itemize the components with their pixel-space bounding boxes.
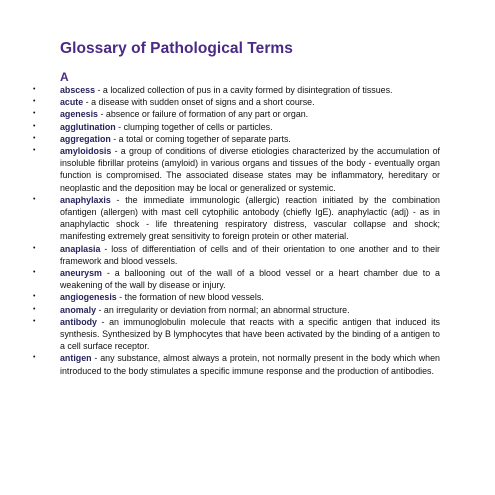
glossary-term: anaplasia bbox=[60, 243, 101, 254]
glossary-entry bbox=[33, 291, 440, 303]
glossary-entry bbox=[33, 121, 440, 133]
glossary-definition: - clumping together of cells or particles. bbox=[115, 121, 273, 132]
bullet-icon: • bbox=[33, 354, 36, 362]
glossary-entry bbox=[33, 108, 440, 120]
glossary-term: angiogenesis bbox=[60, 292, 117, 303]
glossary-term: acute bbox=[60, 97, 84, 108]
glossary-definition: - an irregularity or deviation from normal; an abnormal structure. bbox=[96, 304, 350, 315]
glossary-entry bbox=[33, 316, 440, 353]
glossary-definition: - loss of differentiation of cells and of their orientation to one another and to their framework and blood vessels. bbox=[60, 243, 440, 266]
bullet-icon: • bbox=[33, 305, 36, 313]
glossary-entry bbox=[33, 267, 440, 291]
glossary-term: aggregation bbox=[60, 133, 111, 144]
bullet-icon: • bbox=[33, 244, 36, 252]
glossary-list bbox=[33, 84, 440, 377]
glossary-term: agglutination bbox=[60, 121, 116, 132]
glossary-term: amyloidosis bbox=[60, 146, 112, 157]
glossary-term: antibody bbox=[60, 316, 97, 327]
glossary-term: aneurysm bbox=[60, 268, 102, 279]
glossary-entry bbox=[33, 352, 440, 376]
glossary-definition: - any substance, almost always a protein, not normally present in the body which when introduced to the body stimulates a specific immune response and the production of antibodies. bbox=[60, 353, 440, 376]
glossary-definition: - a group of conditions of diverse etiologies characterized by the accumulation of insoluble fibrillar proteins (amyloid) in various organs and tissues of the body - eventually organ function is compromised. The associated disease states may be inflammatory, hereditary or neoplastic and the deposition may be local or generalized or systemic. bbox=[60, 146, 440, 193]
glossary-entry bbox=[33, 145, 440, 194]
section-heading-a: A bbox=[60, 70, 69, 84]
page-title: Glossary of Pathological Terms bbox=[60, 40, 293, 57]
glossary-definition: - the formation of new blood vessels. bbox=[116, 292, 264, 303]
glossary-term: anomaly bbox=[60, 304, 97, 315]
glossary-definition: - the immediate immunologic (allergic) reaction initiated by the combination ofantigen (allergen) with mast cell cytophilic antobody (chiefly IgE). anaphylactic (adj) - as in anaphylactic shock - life threatening respiratory distress, vascular collapse and shock; manifesting extremely great sensitivity to foreign protein or other material. bbox=[60, 194, 440, 242]
bullet-icon: • bbox=[33, 134, 36, 142]
bullet-icon: • bbox=[33, 147, 36, 155]
glossary-definition: - an immunoglobulin molecule that reacts with a specific antigen that induced its synthesis. Synthesized by B lymphocytes that have been activated by the binding of a antigen to a cell surface receptor. bbox=[60, 316, 440, 352]
glossary-term: abscess bbox=[60, 85, 96, 95]
bullet-icon: • bbox=[33, 122, 36, 130]
glossary-definition: - a disease with sudden onset of signs and a short course. bbox=[83, 97, 315, 108]
glossary-term: antigen bbox=[60, 353, 92, 364]
bullet-icon: • bbox=[33, 269, 36, 277]
bullet-icon: • bbox=[33, 98, 36, 106]
bullet-icon: • bbox=[33, 110, 36, 118]
bullet-icon: • bbox=[33, 195, 36, 203]
glossary-definition: - a total or coming together of separate parts. bbox=[110, 133, 291, 144]
glossary-entry bbox=[33, 304, 440, 316]
glossary-entry bbox=[33, 194, 440, 243]
glossary-entry bbox=[33, 96, 440, 108]
glossary-entry bbox=[33, 133, 440, 145]
glossary-entry bbox=[33, 84, 440, 96]
bullet-icon: • bbox=[33, 317, 36, 325]
glossary-definition: - absence or failure of formation of any part or organ. bbox=[98, 109, 309, 120]
glossary-entry bbox=[33, 243, 440, 267]
glossary-term: agenesis bbox=[60, 109, 98, 120]
bullet-icon: • bbox=[33, 293, 36, 301]
glossary-definition: - a localized collection of pus in a cavity formed by disintegration of tissues. bbox=[95, 85, 393, 95]
glossary-definition: - a ballooning out of the wall of a blood vessel or a heart chamber due to a weakening of the wall by disease or injury. bbox=[60, 268, 440, 291]
bullet-icon: • bbox=[33, 86, 36, 93]
glossary-term: anaphylaxis bbox=[60, 194, 111, 205]
